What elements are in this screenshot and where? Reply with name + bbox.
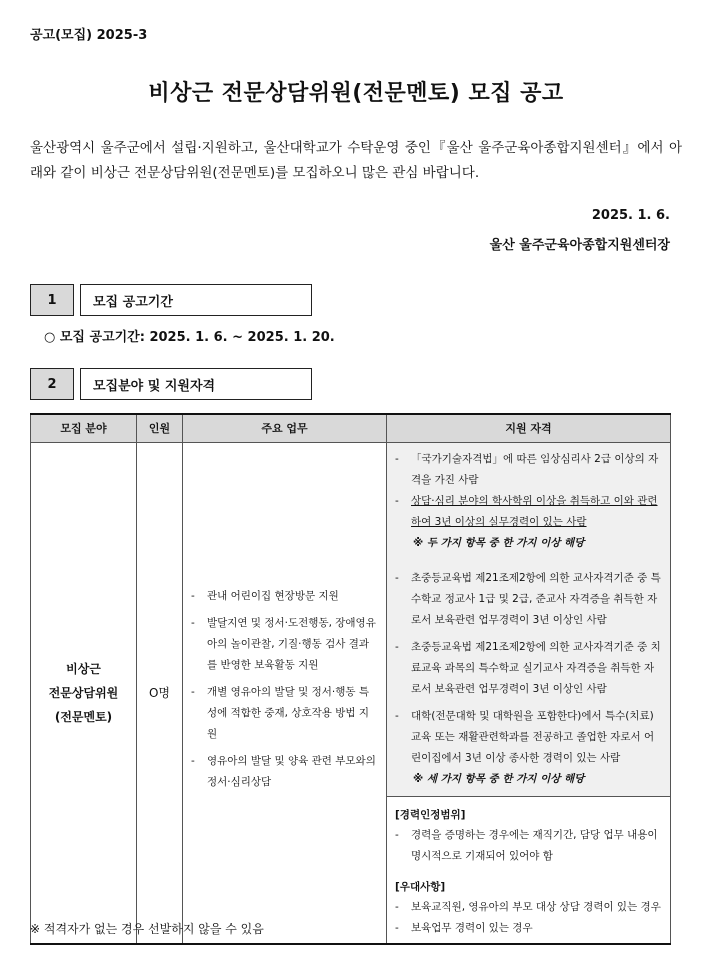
duty-item: - 발달지연 및 정서·도전행동, 장애영유아의 놀이관찰, 기질·행동 검사 결과를 반영한 보육활동 지원 — [191, 617, 376, 671]
duty-item: - 개별 영유아의 발달 및 정서·행동 특성에 적합한 중재, 상호작용 방법 지원 — [191, 686, 370, 740]
qual-item: - 상담·심리 분야의 학사학위 이상을 취득하고 이와 관련하여 3년 이상의 실무경력이 있는 사람 — [395, 494, 658, 528]
section-number: 1 — [30, 284, 74, 316]
section-1-header — [30, 284, 312, 316]
page-title: 비상근 전문상담위원(전문멘토) 모집 공고 — [148, 81, 564, 106]
career-item: - 경력을 증명하는 경우에는 재직기간, 담당 업무 내용이 명시적으로 기재되어 있어야 함 — [395, 828, 658, 862]
preference-item: - 보육업무 경력이 있는 경우 — [395, 921, 533, 934]
qual-item: - 초중등교육법 제21조제2항에 의한 교사자격기준 중 치료교육 과목의 특수학교 실기교사 자격증을 취득한 자로서 보육관련 업무경력이 3년 이상인 사람 — [395, 640, 661, 695]
header-field: 모집 분야 — [31, 414, 137, 442]
preference-item: - 보육교직원, 영유아의 부모 대상 상담 경력이 있는 경우 — [395, 900, 661, 913]
preference-heading: [우대사항] — [395, 880, 446, 893]
qualification-table — [30, 413, 671, 945]
duties-cell — [183, 442, 387, 944]
qual-note: ※ 세 가지 항목 중 한 가지 이상 해당 — [413, 772, 585, 785]
qual-item: - 대학(전문대학 및 대학원을 포함한다)에서 특수(치료) 교육 또는 재활관련학과를 전공하고 졸업한 자로서 어린이집에서 3년 이상 종사한 경력이 있는 사람 — [395, 709, 655, 764]
duty-item: - 영유아의 발달 및 양육 관련 부모와의 정서·심리상담 — [191, 755, 376, 788]
career-and-preference — [387, 797, 670, 943]
section-2-header — [30, 368, 312, 400]
notice-date: 2025. 1. 6. — [591, 208, 670, 223]
recruitment-period: ○ 모집 공고기간: 2025. 1. 6. ~ 2025. 1. 20. — [44, 330, 335, 345]
career-heading: [경력인정범위] — [395, 808, 466, 821]
count-cell: O명 — [137, 442, 183, 944]
duty-item: - 관내 어린이집 현장방문 지원 — [191, 590, 339, 602]
qualifications-cell — [387, 442, 671, 944]
header-duties: 주요 업무 — [183, 414, 387, 442]
header-count: 인원 — [137, 414, 183, 442]
qual-item: - 「국가기술자격법」에 따른 임상심리사 2급 이상의 자격을 가진 사람 — [395, 452, 659, 486]
section-title: 모집 공고기간 — [80, 284, 312, 316]
header-qualifications: 지원 자격 — [387, 414, 671, 442]
section-number: 2 — [30, 368, 74, 400]
qual-note: ※ 두 가지 항목 중 한 가지 이상 해당 — [413, 536, 585, 549]
issuer: 울산 울주군육아종합지원센터장 — [489, 238, 670, 253]
field-cell: 비상근 전문상담위원 (전문멘토) — [31, 442, 137, 944]
footnote: ※ 적격자가 없는 경우 선발하지 않을 수 있음 — [30, 922, 264, 936]
notice-number: 공고(모집) 2025-3 — [30, 28, 148, 43]
intro-paragraph: 울산광역시 울주군에서 설립·지원하고, 울산대학교가 수탁운영 중인『울산 울주군육아종합지원센터』에서 아래와 같이 비상근 전문상담위원(전문멘토)를 모집하오니 많은 관심 바랍니다. — [30, 140, 682, 181]
qualification-criteria — [387, 443, 670, 797]
qual-item: - 초중등교육법 제21조제2항에 의한 교사자격기준 중 특수학교 정교사 1급 및 2급, 준교사 자격증을 취득한 자로서 보육관련 업무경력이 3년 이상인 사람 — [395, 571, 661, 626]
section-title: 모집분야 및 지원자격 — [80, 368, 312, 400]
